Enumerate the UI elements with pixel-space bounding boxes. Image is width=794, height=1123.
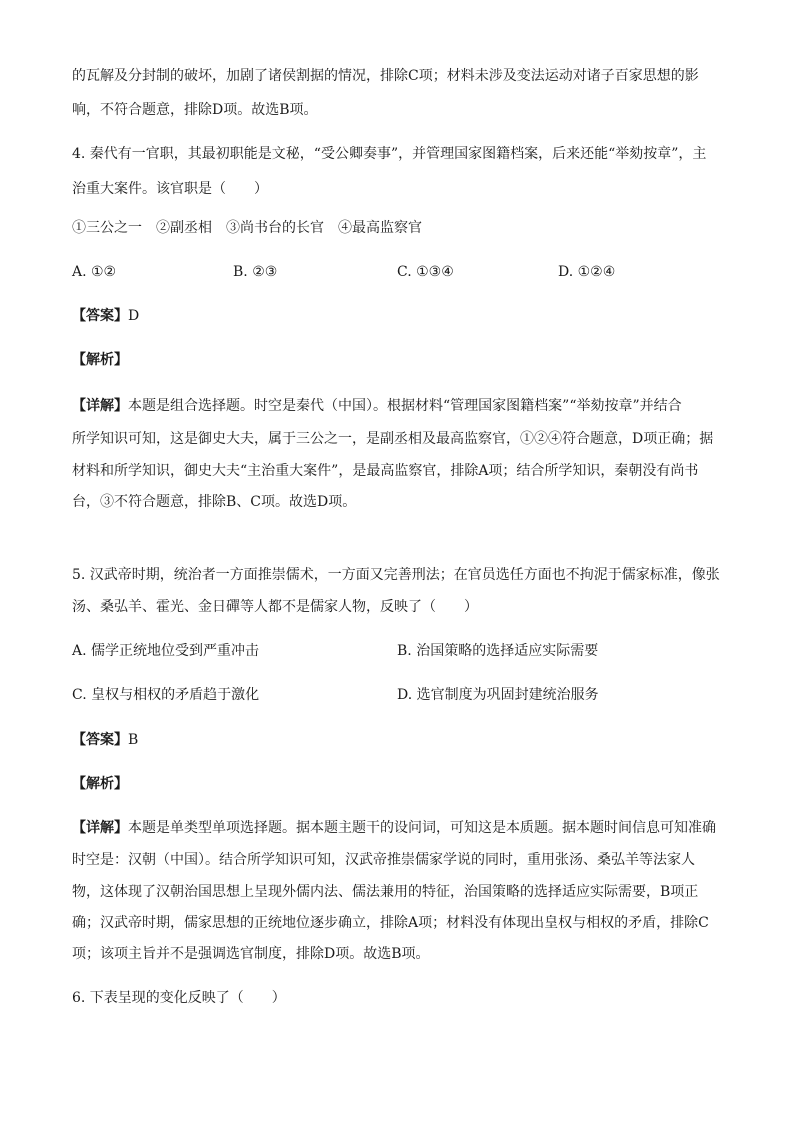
q5-detail-line-4: 确；汉武帝时期，儒家思想的正统地位逐步确立，排除A项；材料没有体现出皇权与相权的矛盾，排除C (72, 915, 709, 931)
q5-detail-line-1 (72, 818, 716, 838)
q4-answer (72, 306, 139, 326)
q5-option-a: A. 儒学正统地位受到严重冲击 (72, 643, 260, 659)
carryover-line-2: 响，不符合题意，排除D项。故选B项。 (72, 102, 318, 118)
q4-detail-line-4: 台，③不符合题意，排除B、C项。故选D项。 (72, 494, 357, 510)
q4-detail-label: 【详解】 (72, 398, 128, 414)
q5-analysis-label: 【解析】 (72, 776, 128, 792)
q5-detail-label: 【详解】 (72, 820, 128, 836)
q5-option-d: D. 选官制度为巩固封建统治服务 (397, 687, 599, 703)
q4-answer-value: D (128, 308, 140, 324)
carryover-line-1: 的瓦解及分封制的破坏，加剧了诸侯割据的情况，排除C项；材料未涉及变法运动对诸子百家思想的影 (72, 68, 699, 84)
q5-answer (72, 730, 138, 750)
q4-answer-label: 【答案】 (72, 308, 128, 324)
q5-stem-line-2: 汤、桑弘羊、霍光、金日磾等人都不是儒家人物，反映了（ ） (72, 599, 478, 615)
q5-detail-line-5: 项；该项主旨并不是强调选官制度，排除D项。故选B项。 (72, 946, 430, 962)
q4-detail-line-3: 材料和所学知识，御史大夫“主治重大案件”，是最高监察官，排除A项；结合所学知识，秦朝没有尚书 (72, 463, 699, 479)
q5-answer-label: 【答案】 (72, 732, 128, 748)
q4-option-a: A. ①② (72, 264, 117, 280)
q4-option-b: B. ②③ (233, 264, 278, 280)
q4-stem-line-1: 4. 秦代有一官职，其最初职能是文秘，“受公卿奏事”，并管理国家图籍档案，后来还能“举劾按章”，主 (72, 146, 707, 162)
q4-option-d: D. ①②④ (558, 264, 616, 280)
q5-option-c: C. 皇权与相权的矛盾趋于激化 (72, 687, 260, 703)
q4-detail-text-1: 本题是组合选择题。时空是秦代（中国）。根据材料“管理国家图籍档案”“举劾按章”并结合 (128, 398, 682, 414)
q5-detail-text-1: 本题是单类型单项选择题。据本题主题干的设问词，可知这是本质题。据本题时间信息可知准确 (128, 820, 716, 836)
q5-detail-line-3: 物，这体现了汉朝治国思想上呈现外儒内法、儒法兼用的特征，治国策略的选择适应实际需要，B项正 (72, 884, 699, 900)
q4-detail-line-1 (72, 396, 682, 416)
q5-answer-value: B (128, 732, 139, 748)
q5-option-b: B. 治国策略的选择适应实际需要 (397, 643, 599, 659)
q5-detail-line-2: 时空是：汉朝（中国）。结合所学知识可知，汉武帝推崇儒家学说的同时，重用张汤、桑弘羊等法家人 (72, 852, 695, 868)
q6-stem: 6. 下表呈现的变化反映了（ ） (72, 990, 286, 1006)
q4-stem-line-2: 治重大案件。该官职是（ ） (72, 181, 268, 197)
q4-items: ①三公之一 ②副丞相 ③尚书台的长官 ④最高监察官 (72, 220, 422, 236)
q4-detail-line-2: 所学知识可知，这是御史大夫，属于三公之一，是副丞相及最高监察官，①②④符合题意，D项正确；据 (72, 431, 714, 447)
q4-option-c: C. ①③④ (397, 264, 454, 280)
q4-analysis-label: 【解析】 (72, 352, 128, 368)
q5-stem-line-1: 5. 汉武帝时期，统治者一方面推崇儒术，一方面又完善刑法；在官员选任方面也不拘泥于儒家标准，像张 (72, 567, 720, 583)
